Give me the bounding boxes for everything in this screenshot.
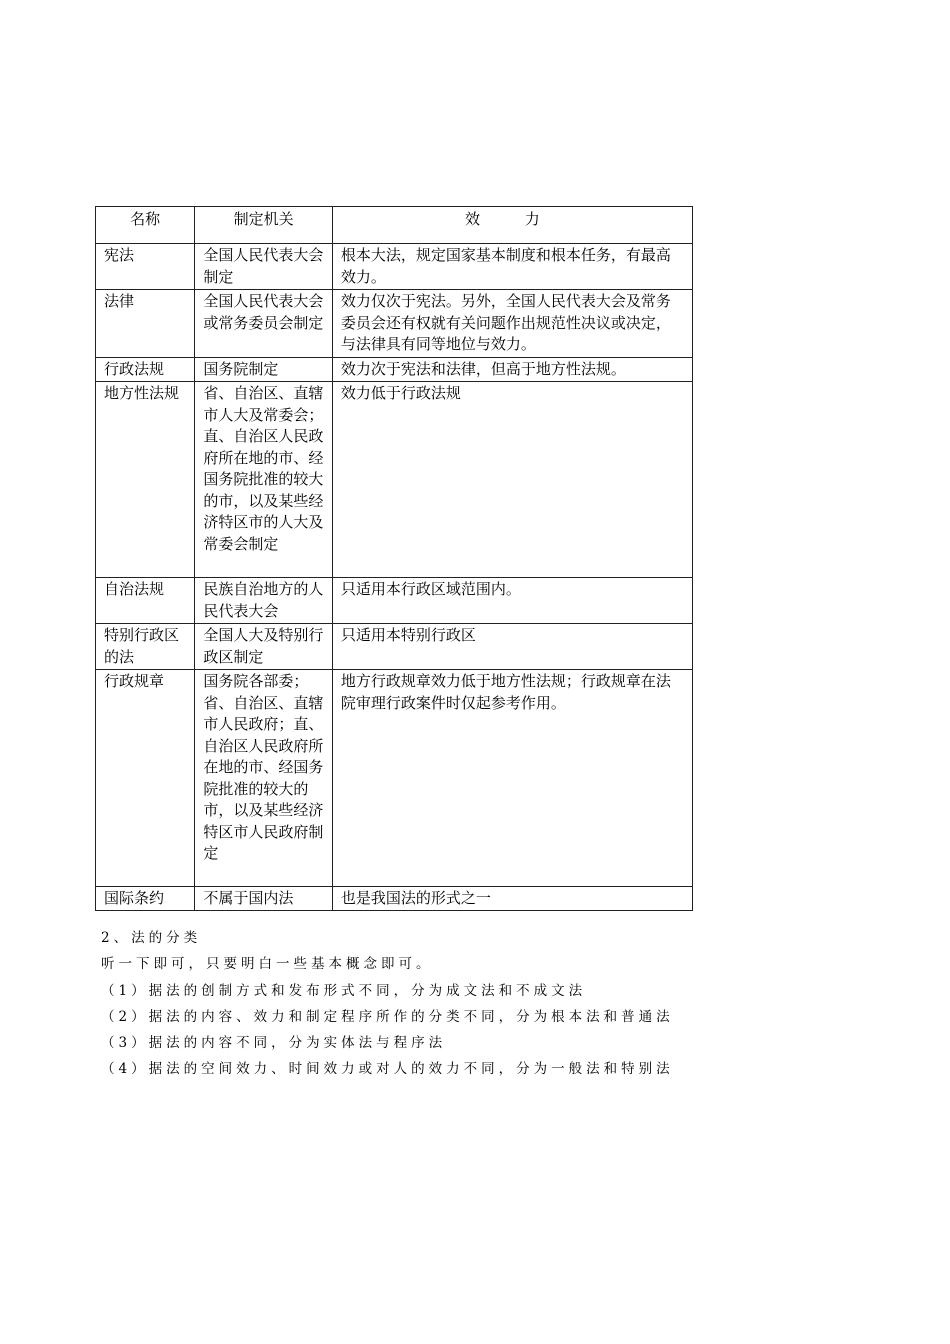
cell-org: 不属于国内法 bbox=[195, 887, 333, 911]
intro-text: 听一下即可，只要明白一些基本概念即可。 bbox=[101, 956, 434, 973]
cell-effect: 只适用本特别行政区 bbox=[332, 624, 692, 670]
cell-name: 地方性法规 bbox=[96, 382, 195, 578]
cell-effect: 效力仅次于宪法。另外，全国人民代表大会及常务委员会还有权就有关问题作出规范性决议或决定，与法律具有同等地位与效力。 bbox=[332, 290, 692, 358]
cell-org: 省、自治区、直辖市人大及常委会；直、自治区人民政府所在地的市、经国务院批准的较大的市，以及某些经济特区市的人大及常委会制定 bbox=[195, 382, 333, 578]
cell-name: 国际条约 bbox=[96, 887, 195, 911]
table-row bbox=[96, 382, 693, 578]
list-item: （4）据法的空间效力、时间效力或对人的效力不同，分为一般法和特别法 bbox=[101, 1061, 674, 1078]
cell-name: 特别行政区的法 bbox=[96, 624, 195, 670]
cell-org: 国务院制定 bbox=[195, 358, 333, 382]
cell-effect: 也是我国法的形式之一 bbox=[332, 887, 692, 911]
cell-name: 行政法规 bbox=[96, 358, 195, 382]
cell-name: 法律 bbox=[96, 290, 195, 358]
law-forms-table bbox=[95, 206, 693, 911]
table-row bbox=[96, 670, 693, 887]
cell-effect: 只适用本行政区域范围内。 bbox=[332, 578, 692, 624]
cell-org: 国务院各部委；省、自治区、直辖市人民政府；直、自治区人民政府所在地的市、经国务院批准的较大的市，以及某些经济特区市人民政府制定 bbox=[195, 670, 333, 887]
list-item: （2）据法的内容、效力和制定程序所作的分类不同，分为根本法和普通法 bbox=[101, 1008, 674, 1025]
section-heading: 2、法的分类 bbox=[101, 930, 202, 946]
cell-effect: 根本大法，规定国家基本制度和根本任务，有最高效力。 bbox=[332, 244, 692, 290]
cell-org: 全国人民代表大会制定 bbox=[195, 244, 333, 290]
list-item: （3）据法的内容不同，分为实体法与程序法 bbox=[101, 1035, 447, 1052]
cell-org: 全国人大及特别行政区制定 bbox=[195, 624, 333, 670]
header-effect: 效 力 bbox=[332, 207, 692, 244]
cell-name: 自治法规 bbox=[96, 578, 195, 624]
table-header-row bbox=[96, 207, 693, 244]
table-row bbox=[96, 887, 693, 911]
classification-notes bbox=[101, 925, 801, 1083]
table-row bbox=[96, 244, 693, 290]
header-name: 名称 bbox=[96, 207, 195, 244]
cell-name: 宪法 bbox=[96, 244, 195, 290]
cell-name: 行政规章 bbox=[96, 670, 195, 887]
cell-effect: 地方行政规章效力低于地方性法规；行政规章在法院审理行政案件时仅起参考作用。 bbox=[332, 670, 692, 887]
cell-org: 民族自治地方的人民代表大会 bbox=[195, 578, 333, 624]
cell-org: 全国人民代表大会或常务委员会制定 bbox=[195, 290, 333, 358]
table-row bbox=[96, 358, 693, 382]
cell-effect: 效力次于宪法和法律，但高于地方性法规。 bbox=[332, 358, 692, 382]
cell-effect: 效力低于行政法规 bbox=[332, 382, 692, 578]
table-row bbox=[96, 290, 693, 358]
header-org: 制定机关 bbox=[195, 207, 333, 244]
list-item: （1）据法的创制方式和发布形式不同，分为成文法和不成文法 bbox=[101, 982, 587, 999]
table-row bbox=[96, 578, 693, 624]
table-row bbox=[96, 624, 693, 670]
